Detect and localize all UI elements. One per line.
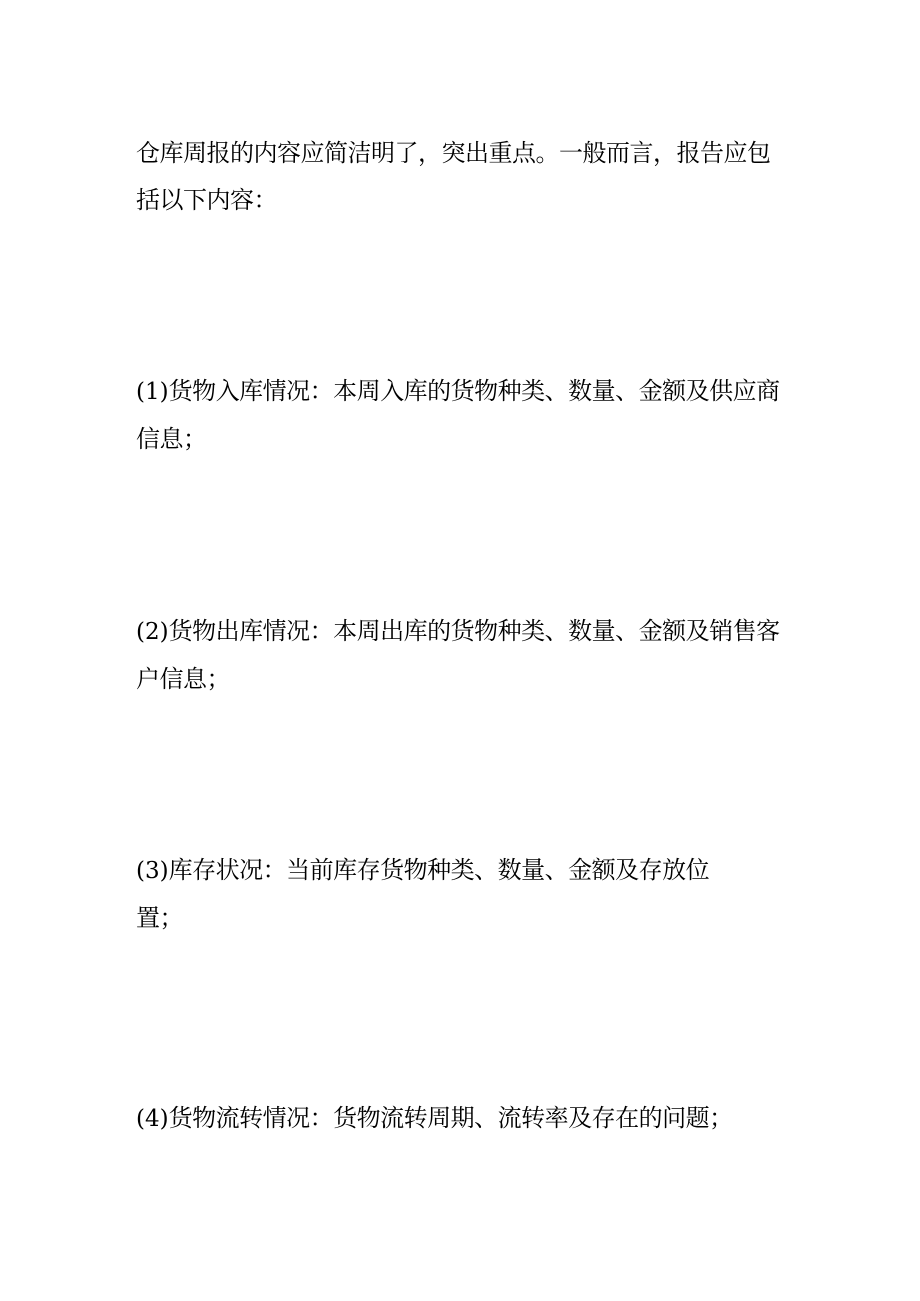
list-item-3-line-2: 置； — [136, 904, 183, 932]
list-item-3-line-1 — [136, 847, 709, 895]
list-item-1-line-2: 信息； — [136, 425, 207, 453]
list-item-4-number: (4) — [136, 1106, 169, 1132]
list-item-3 — [136, 847, 709, 942]
list-item-1 — [136, 368, 780, 463]
list-item-1-line-1 — [136, 368, 780, 416]
list-item-2-text: 货物出库情况：本周出库的货物种类、数量、金额及销售客 — [168, 617, 780, 645]
list-item-2-line-1 — [136, 608, 780, 656]
list-item-4-line-1 — [136, 1095, 733, 1143]
list-item-4 — [136, 1095, 733, 1143]
intro-paragraph — [136, 130, 771, 224]
list-item-3-text: 库存状况：当前库存货物种类、数量、金额及存放位 — [168, 856, 710, 884]
list-item-2-line-2: 户信息； — [136, 665, 230, 693]
list-item-3-number: (3) — [136, 858, 169, 884]
intro-line-2: 括以下内容： — [136, 186, 277, 214]
list-item-1-text: 货物入库情况：本周入库的货物种类、数量、金额及供应商 — [168, 377, 780, 405]
intro-line-1: 仓库周报的内容应简洁明了，突出重点。一般而言，报告应包 — [136, 139, 771, 167]
list-item-4-text: 货物流转情况：货物流转周期、流转率及存在的问题； — [168, 1104, 733, 1132]
list-item-1-number: (1) — [136, 379, 169, 405]
list-item-2-number: (2) — [136, 619, 169, 645]
list-item-2 — [136, 608, 780, 703]
